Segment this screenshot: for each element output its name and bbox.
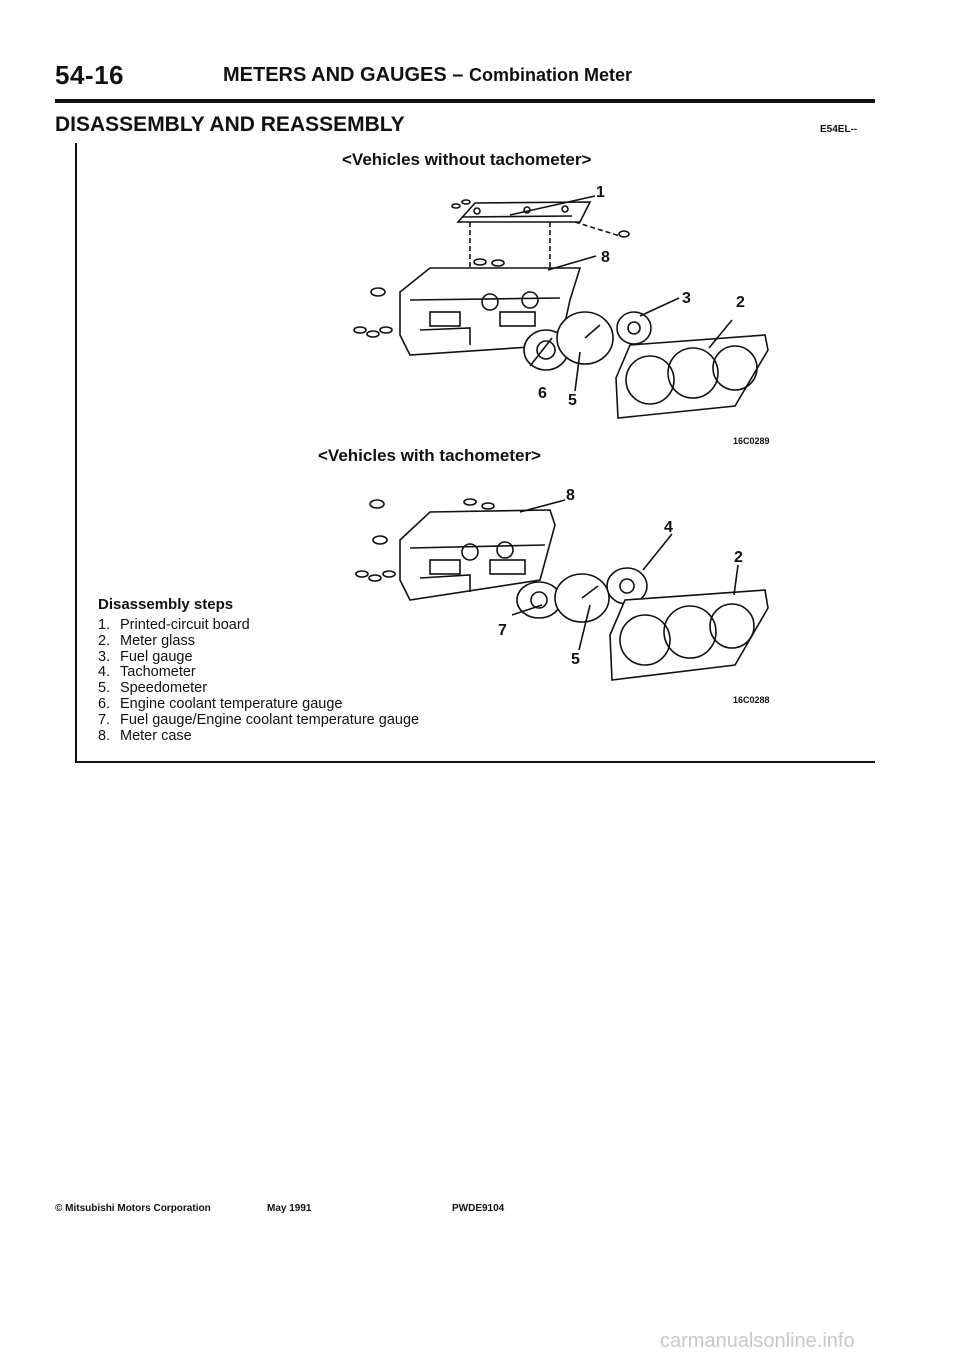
subsection-name: Combination Meter	[468, 65, 632, 85]
figure2-caption: <Vehicles with tachometer>	[318, 446, 541, 465]
figure2-callout-7: 7	[498, 622, 507, 639]
list-item: 2. Meter glass	[98, 632, 195, 649]
footer-doc-code: PWDE9104	[452, 1203, 505, 1214]
figure2-id: 16C0288	[733, 695, 770, 705]
figure2-callout-5: 5	[571, 651, 580, 668]
section-code: E54EL--	[820, 124, 858, 135]
figure1-callout-3: 3	[682, 290, 691, 307]
list-item: 1. Printed-circuit board	[98, 617, 250, 633]
list-item: 8. Meter case	[98, 727, 192, 744]
list-item: 7. Fuel gauge/Engine coolant temperature gauge	[98, 711, 420, 728]
figure2-callout-2: 2	[734, 549, 743, 566]
figure1-callout-6: 6	[538, 385, 547, 402]
figure2-callout-8: 8	[566, 487, 575, 504]
list-item: 3. Fuel gauge	[98, 648, 193, 665]
figure1-callout-8: 8	[601, 249, 610, 266]
page-number: 54-16	[55, 60, 124, 90]
list-item: 6. Engine coolant temperature gauge	[98, 695, 343, 712]
watermark: carmanualsonline.info	[660, 1330, 855, 1352]
steps-list	[98, 618, 419, 744]
figure1-callout-1: 1	[596, 184, 605, 201]
list-item: 4. Tachometer	[98, 664, 196, 681]
footer-copyright: © Mitsubishi Motors Corporation	[55, 1203, 211, 1214]
figure2-callout-4: 4	[664, 519, 673, 536]
meter-glass-part-2	[610, 590, 768, 680]
footer-date: May 1991	[267, 1203, 312, 1214]
figure1-callout-5: 5	[568, 392, 577, 409]
section-name: METERS AND GAUGES –	[223, 64, 464, 86]
figure1-caption: <Vehicles without tachometer>	[342, 150, 592, 169]
steps-title: Disassembly steps	[98, 596, 234, 613]
figure1-callout-2: 2	[736, 294, 745, 311]
figure1-id: 16C0289	[733, 436, 770, 446]
list-item: 5. Speedometer	[98, 680, 208, 697]
page-heading: DISASSEMBLY AND REASSEMBLY	[55, 113, 405, 136]
